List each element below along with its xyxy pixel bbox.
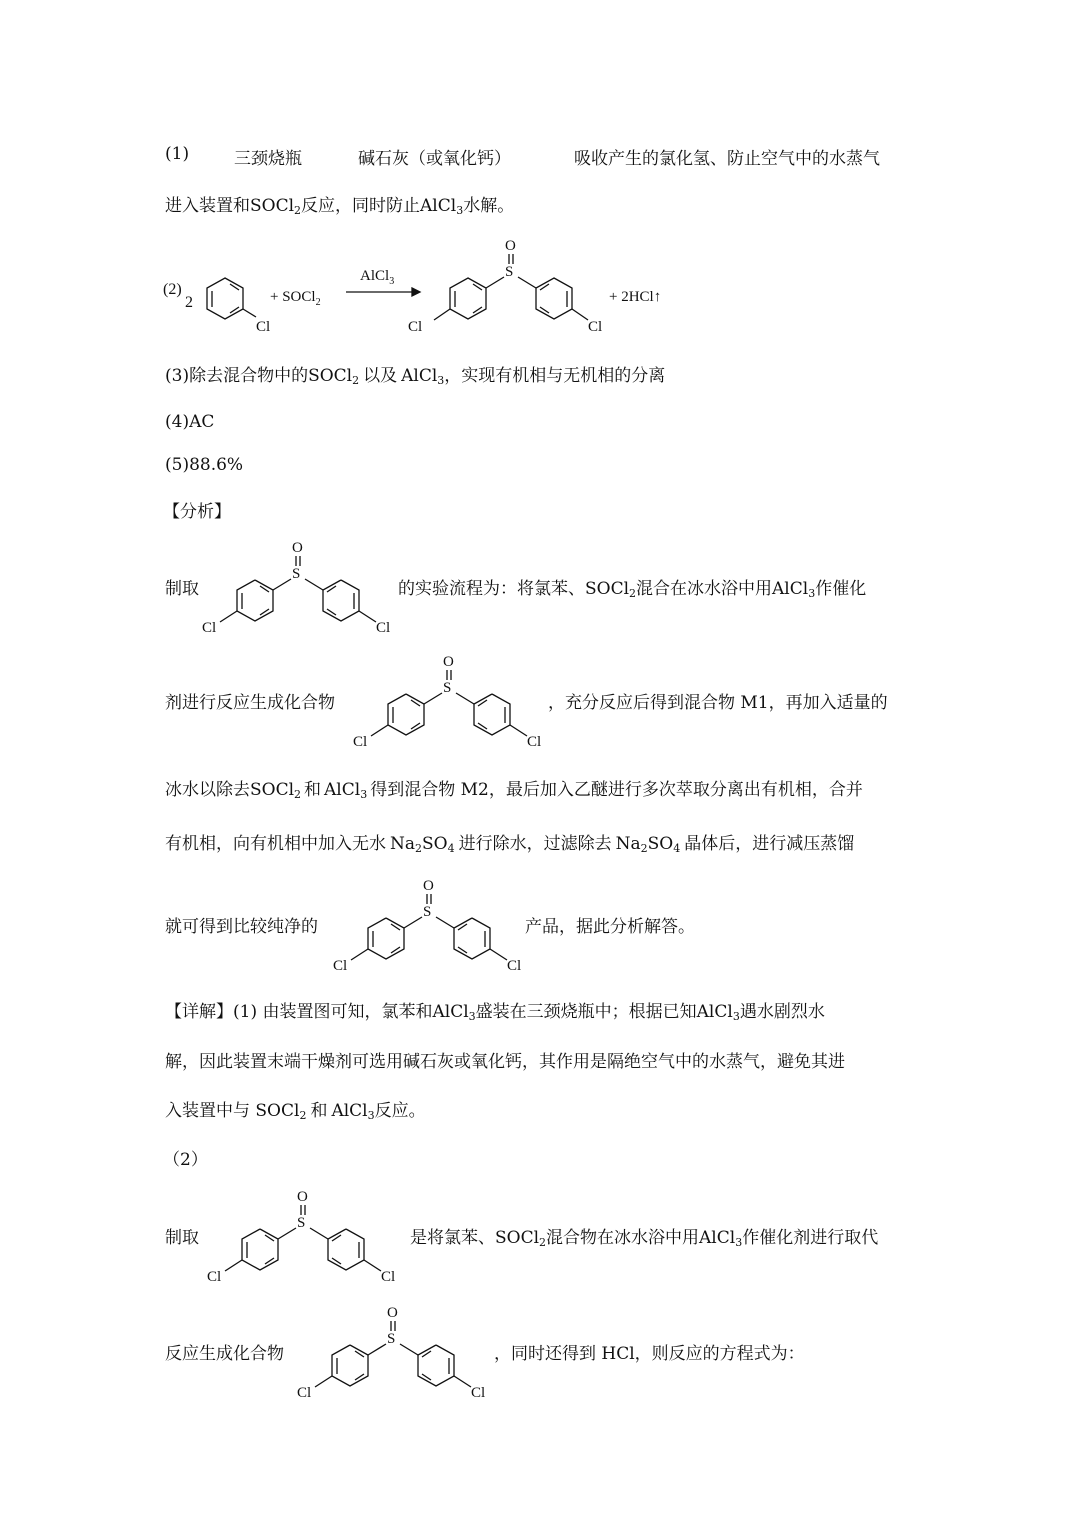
answer-1-number: (1) xyxy=(165,144,190,164)
molecule-cl-left-label: Cl xyxy=(207,1269,222,1283)
molecule-cl-right-label: Cl xyxy=(471,1385,486,1399)
detail-line-2: 解，因此装置末端干燥剂可选用碱石灰或氧化钙，其作用是隔绝空气中的水蒸气，避免其进 xyxy=(165,1052,845,1072)
detail-p2-line-1b: 是将氯苯、SOCl$_2$混合物在冰水浴中用AlCl$_3$作催化剂进行取代 xyxy=(410,1228,879,1249)
molecule-s-label: S xyxy=(292,566,301,582)
answer-2-coefficient: 2 xyxy=(185,294,193,311)
product-s-label: S xyxy=(505,264,514,280)
detail-line-3: 入装置中与 SOCl$_2$ 和 AlCl$_3$反应。 xyxy=(165,1101,426,1122)
molecule-cl-right-label: Cl xyxy=(507,958,522,972)
analysis-line-4: 有机相，向有机相中加入无水 $Na_2SO_4$ 进行除水，过滤除去 $Na_2SO_4$ 晶体后，进行减压蒸馏 xyxy=(165,834,855,855)
molecule-o-label: O xyxy=(443,654,454,670)
products-hcl: + 2HCl↑ xyxy=(609,289,662,305)
answer-1-purpose: 吸收产生的氯化氢、防止空气中的水蒸气 xyxy=(574,149,880,169)
answer-4: (4)AC xyxy=(165,412,215,432)
answer-2-number: (2) xyxy=(163,281,182,298)
molecule-s-label: S xyxy=(423,904,432,920)
detail-p2-line-2a: 反应生成化合物 xyxy=(165,1344,284,1364)
molecule-structure-4 xyxy=(202,1183,410,1283)
molecule-cl-right-label: Cl xyxy=(381,1269,396,1283)
molecule-s-label: S xyxy=(443,680,452,696)
detail-part-2-label: （2） xyxy=(163,1150,208,1170)
analysis-heading: 【分析】 xyxy=(163,502,231,522)
catalyst-label: AlCl$_3$ xyxy=(360,268,395,287)
answer-1-apparatus: 三颈烧瓶 xyxy=(234,149,302,169)
product-cl-right: Cl xyxy=(588,319,603,335)
analysis-line-3: 冰水以除去SOCl$_2$ 和 AlCl$_3$ 得到混合物 M2，最后加入乙醚进行多次萃取分离出有机相，合并 xyxy=(165,780,863,801)
analysis-line-5a: 就可得到比较纯净的 xyxy=(165,917,318,937)
molecule-cl-left-label: Cl xyxy=(202,620,217,634)
molecule-o-label: O xyxy=(423,878,434,894)
reaction-arrow xyxy=(346,288,420,296)
molecule-o-label: O xyxy=(297,1189,308,1205)
analysis-line-5b: 产品，据此分析解答。 xyxy=(525,917,695,937)
analysis-line-2a: 剂进行反应生成化合物 xyxy=(165,693,335,713)
answer-1-line2: 进入装置和SOCl$_2$反应，同时防止AlCl$_3$水解。 xyxy=(165,196,515,217)
molecule-cl-left-label: Cl xyxy=(297,1385,312,1399)
molecule-s-label: S xyxy=(387,1331,396,1347)
molecule-s-label: S xyxy=(297,1215,306,1231)
reaction-equation xyxy=(160,232,680,340)
molecule-cl-right-label: Cl xyxy=(527,734,542,748)
molecule-cl-left-label: Cl xyxy=(333,958,348,972)
analysis-line-2b: ，充分反应后得到混合物 M1，再加入适量的 xyxy=(548,693,888,713)
product-cl-left: Cl xyxy=(408,319,423,335)
molecule-structure-2 xyxy=(353,648,551,748)
molecule-structure-3 xyxy=(333,872,531,972)
detail-line-1: 【详解】(1) 由装置图可知，氯苯和AlCl$_3$盛装在三颈烧瓶中；根据已知AlCl$_3$遇水剧烈水 xyxy=(165,1002,825,1023)
answer-1-reagent: 碱石灰（或氧化钙） xyxy=(358,149,511,169)
chlorobenzene-structure xyxy=(207,278,256,319)
analysis-line-1b: 的实验流程为：将氯苯、SOCl$_2$混合在冰水浴中用AlCl$_3$作催化 xyxy=(398,579,867,600)
molecule-structure-1 xyxy=(202,534,400,634)
detail-p2-line-1a: 制取 xyxy=(165,1228,199,1248)
chlorobenzene-cl-label: Cl xyxy=(256,319,271,335)
answer-1-line1 xyxy=(165,144,925,168)
molecule-o-label: O xyxy=(387,1305,398,1321)
answer-5: (5)88.6% xyxy=(165,455,244,475)
molecule-o-label: O xyxy=(292,540,303,556)
molecule-structure-5 xyxy=(297,1299,495,1399)
answer-3: (3)除去混合物中的SOCl$_2$ 以及 AlCl$_3$，实现有机相与无机相的分离 xyxy=(165,366,666,387)
detail-p2-line-2b: ，同时还得到 HCl，则反应的方程式为： xyxy=(494,1344,805,1364)
analysis-line-1a: 制取 xyxy=(165,579,199,599)
socl2-reactant: + SOCl$_2$ xyxy=(270,289,321,308)
molecule-cl-left-label: Cl xyxy=(353,734,368,748)
product-o-label: O xyxy=(505,238,516,254)
molecule-cl-right-label: Cl xyxy=(376,620,391,634)
